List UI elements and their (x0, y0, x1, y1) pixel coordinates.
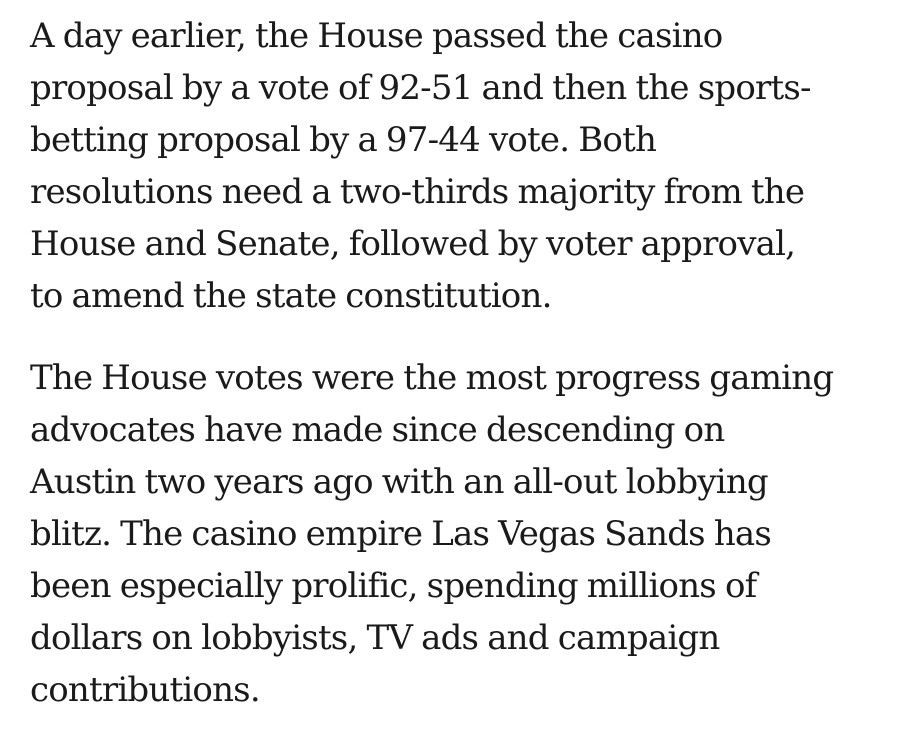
paragraph-line: The House votes were the most progress gaming (30, 358, 834, 398)
article-paragraph-1 (30, 10, 880, 322)
paragraph-line: proposal by a vote of 92-51 and then the sports- (30, 68, 811, 108)
paragraph-line: House and Senate, followed by voter approval, (30, 224, 796, 264)
paragraph-line: advocates have made since descending on (30, 410, 725, 450)
paragraph-line: been especially prolific, spending millions of (30, 566, 757, 606)
article-body (30, 10, 880, 716)
paragraph-line: contributions. (30, 670, 260, 710)
paragraph-line: resolutions need a two-thirds majority from the (30, 172, 805, 212)
paragraph-line: dollars on lobbyists, TV ads and campaign (30, 618, 720, 658)
article-paragraph-2 (30, 352, 880, 716)
paragraph-line: betting proposal by a 97-44 vote. Both (30, 120, 657, 160)
paragraph-line: A day earlier, the House passed the casino (30, 16, 723, 56)
paragraph-line: Austin two years ago with an all-out lobbying (30, 462, 768, 502)
paragraph-line: blitz. The casino empire Las Vegas Sands has (30, 514, 772, 554)
paragraph-line: to amend the state constitution. (30, 276, 552, 316)
